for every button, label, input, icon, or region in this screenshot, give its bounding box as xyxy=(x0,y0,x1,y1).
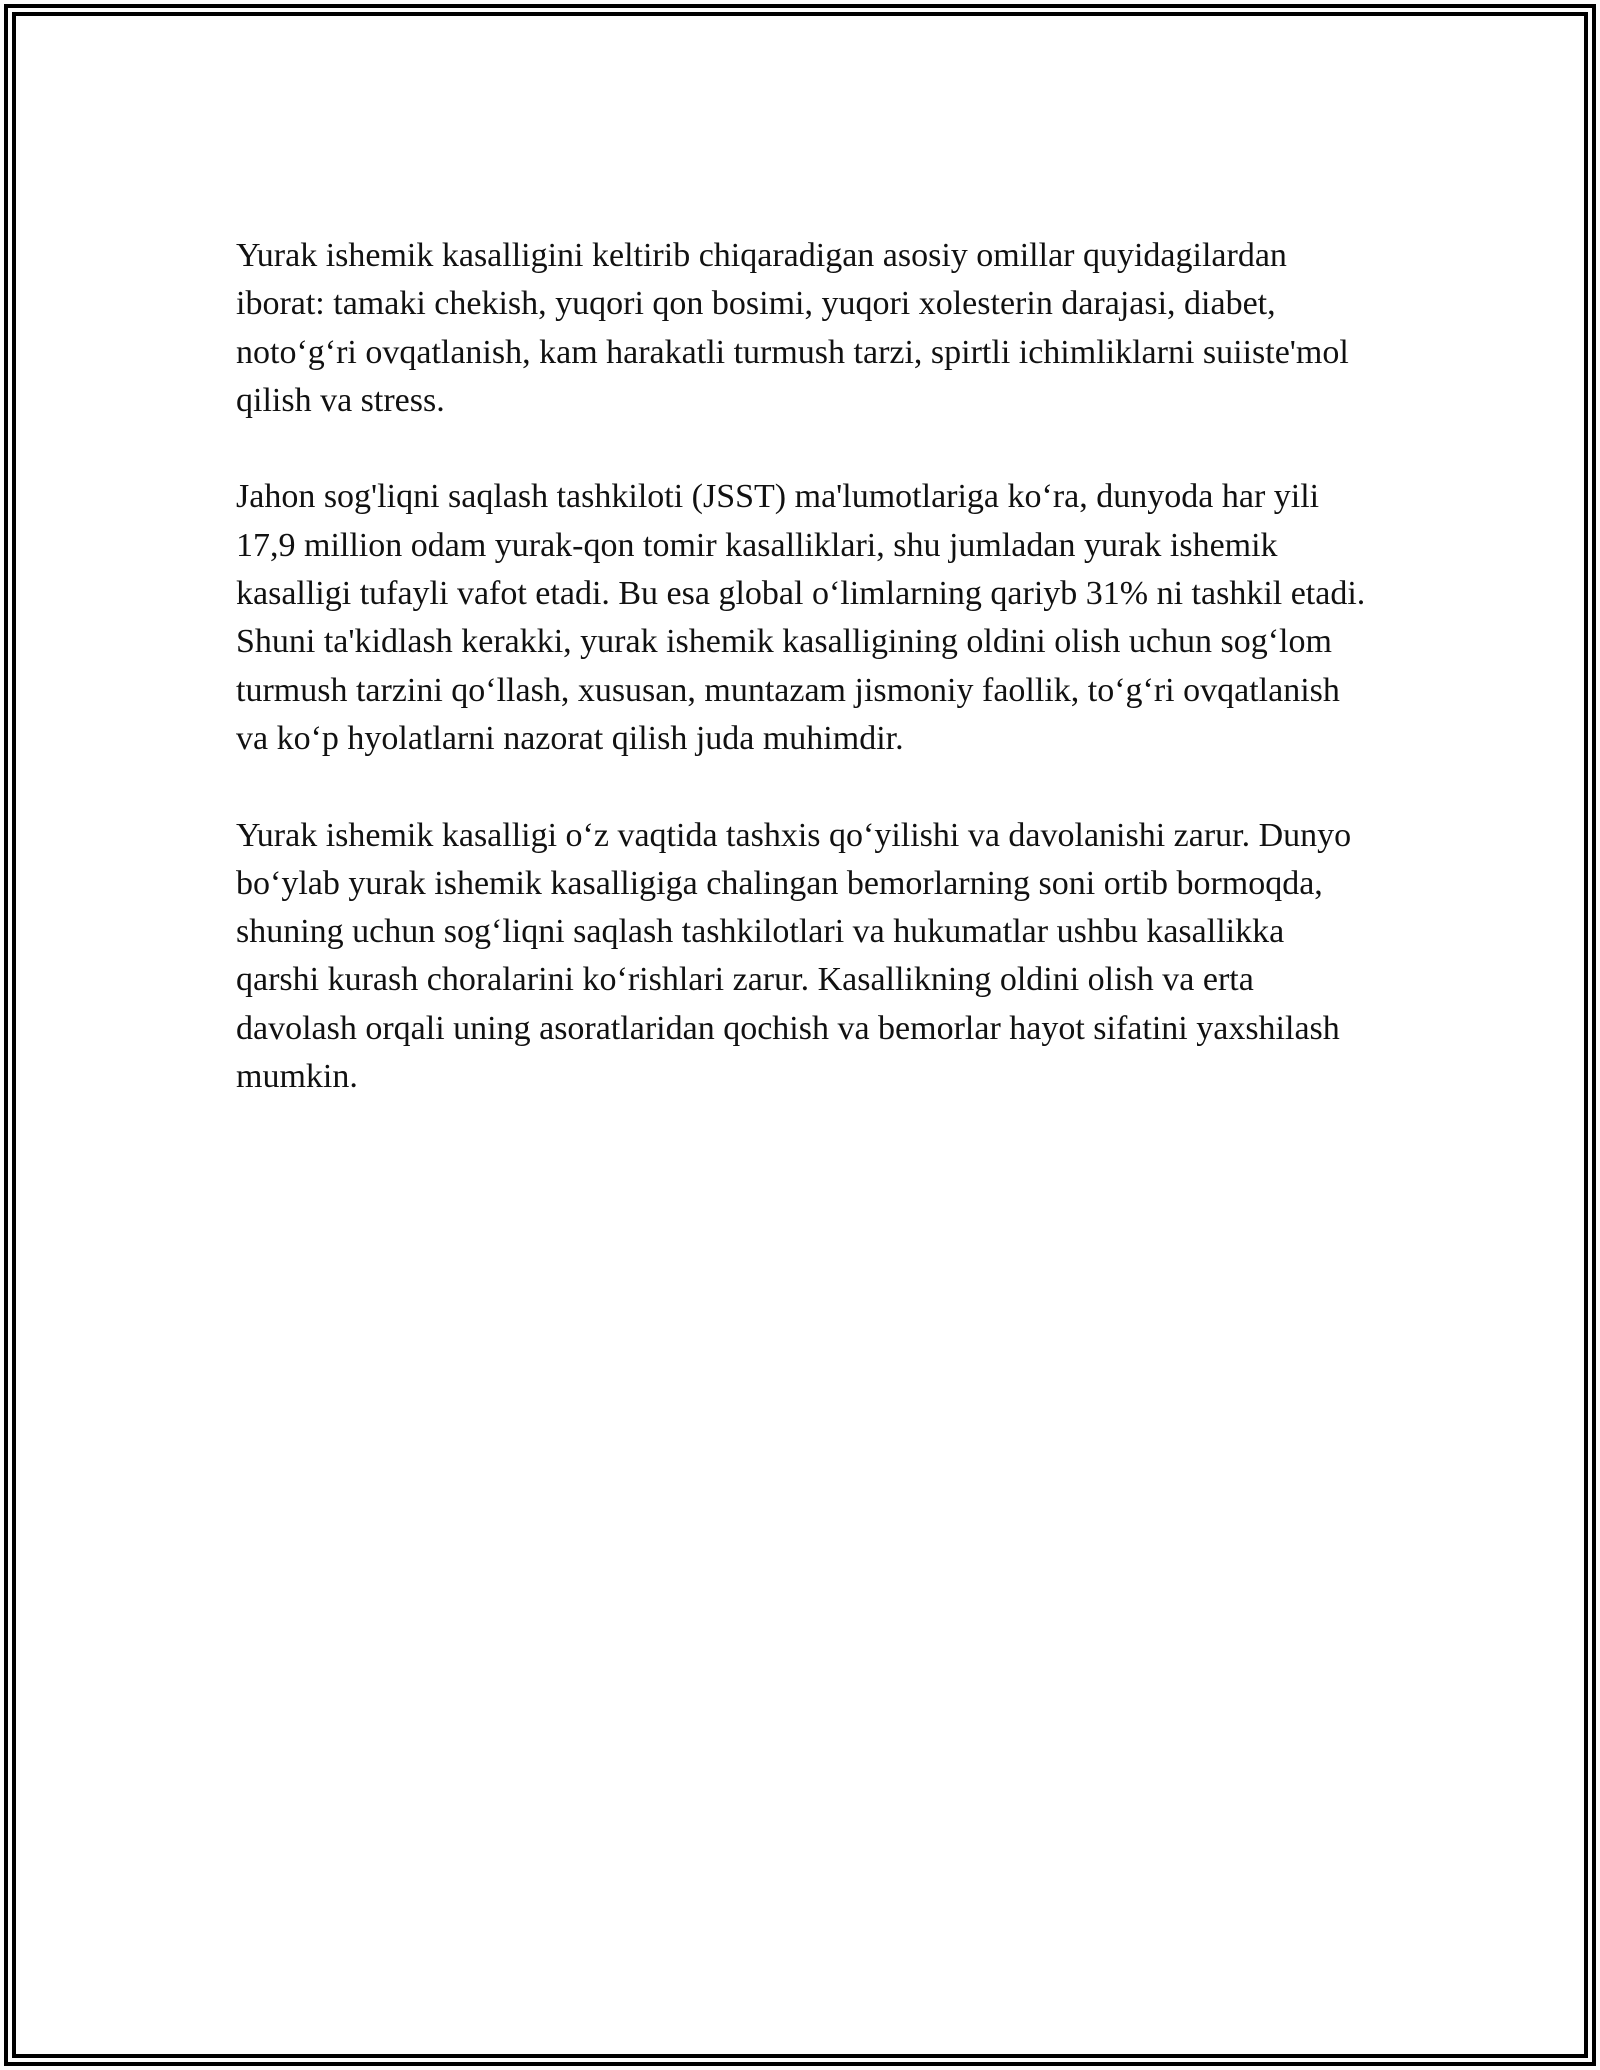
document-body xyxy=(236,232,1366,1101)
paragraph-diagnosis-treatment: Yurak ishemik kasalligi o‘z vaqtida tashxis qo‘yilishi va davolanishi zarur. Dunyo bo‘ylab yurak ishemik kasalligiga chalingan bemorlarning soni ortib bormoqda, shuning uchun sog‘liqni saqlash tashkilotlari va hukumatlar ushbu kasallikka qarshi kurash choralarini ko‘rishlari zarur. Kasallikning oldini olish va erta davolash orqali uning asoratlaridan qochish va bemorlar hayot sifatini yaxshilash mumkin. xyxy=(236,816,1352,1096)
paragraph-who-statistics: Jahon sog'liqni saqlash tashkiloti (JSST) ma'lumotlariga ko‘ra, dunyoda har yili 17,9 million odam yurak-qon tomir kasalliklari, shu jumladan yurak ishemik kasalligi tufayli vafot etadi. Bu esa global o‘limlarning qariyb 31% ni tashkil etadi. Shuni ta'kidlash kerakki, yurak ishemik kasalligining oldini olish uchun sog‘lom turmush tarzini qo‘llash, xususan, muntazam jismoniy faollik, to‘g‘ri ovqatlanish va ko‘p hyolatlarni nazorat qilish juda muhimdir. xyxy=(236,478,1366,757)
paragraph-risk-factors: Yurak ishemik kasalligini keltirib chiqaradigan asosiy omillar quyidagilardan iborat: tamaki chekish, yuqori qon bosimi, yuqori xolesterin darajasi, diabet, noto‘g‘ri ovqatlanish, kam harakatli turmush tarzi, spirtli ichimliklarni suiiste'mol qilish va stress. xyxy=(236,237,1349,419)
